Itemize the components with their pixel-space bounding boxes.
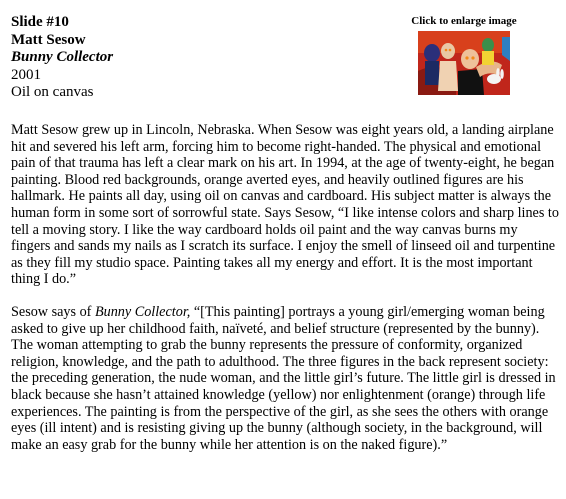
article-body	[11, 122, 559, 453]
slide-number: Slide #10	[11, 14, 69, 30]
artist-statement-paragraph	[11, 304, 559, 453]
artwork-year: 2001	[11, 66, 41, 83]
enlarge-image-panel	[396, 15, 532, 95]
statement-work-title: Bunny Collector,	[94, 303, 191, 320]
statement-intro: Sesow says of	[11, 303, 95, 320]
enlarge-image-link[interactable]: Click to enlarge image	[411, 15, 517, 27]
artwork-title: Bunny Collector	[11, 49, 114, 65]
painting-thumbnail[interactable]	[418, 31, 510, 95]
artwork-medium: Oil on canvas	[11, 84, 94, 100]
slide-header	[11, 14, 113, 102]
statement-text: “[This painting] portrays a young girl/emerging woman being asked to give up her childhood faith, naïveté, and belief structure (represented by the bunny). The woman attempting to grab the bunny represents the pressure of conformity, organized religion, knowledge, and the path to adulthood. The three figures in the back represent society: the preceding generation, the nude woman, and the little girl’s future. The little girl is dressed in black because she hasn’t attained knowledge (yellow) nor enlightenment (orange) through life experiences. The painting is from the perspective of the girl, as she sees the others with orange eyes (ill intent) and is resisting giving up the bunny (although society, in the background, will make an easy grab for the bunny while her attention is on the naked figure).”	[11, 303, 556, 453]
biography-paragraph: Matt Sesow grew up in Lincoln, Nebraska. When Sesow was eight years old, a landing airplane hit and severed his left arm, forcing him to become right-handed. The physical and emotional pain of that trauma has left a clear mark on his art. In 1994, at the age of twenty-eight, he began painting. Blood red backgrounds, orange averted eyes, and heavily outlined figures are his hallmark. He paints all day, using oil on canvas and cardboard. His subject matter is always the human form in some sort of sorrowful state. Says Sesow, “I like intense colors and sharp lines to tell a moving story. I like the way cardboard holds oil paint and the way canvas burns my fingers and sands my nails as I scratch its surface. I enjoy the smell of linseed oil and turpentine as they fill my studio space. Painting takes all my energy and effort. It is the most important thing I do.”	[11, 122, 559, 288]
artist-name: Matt Sesow	[11, 31, 86, 48]
